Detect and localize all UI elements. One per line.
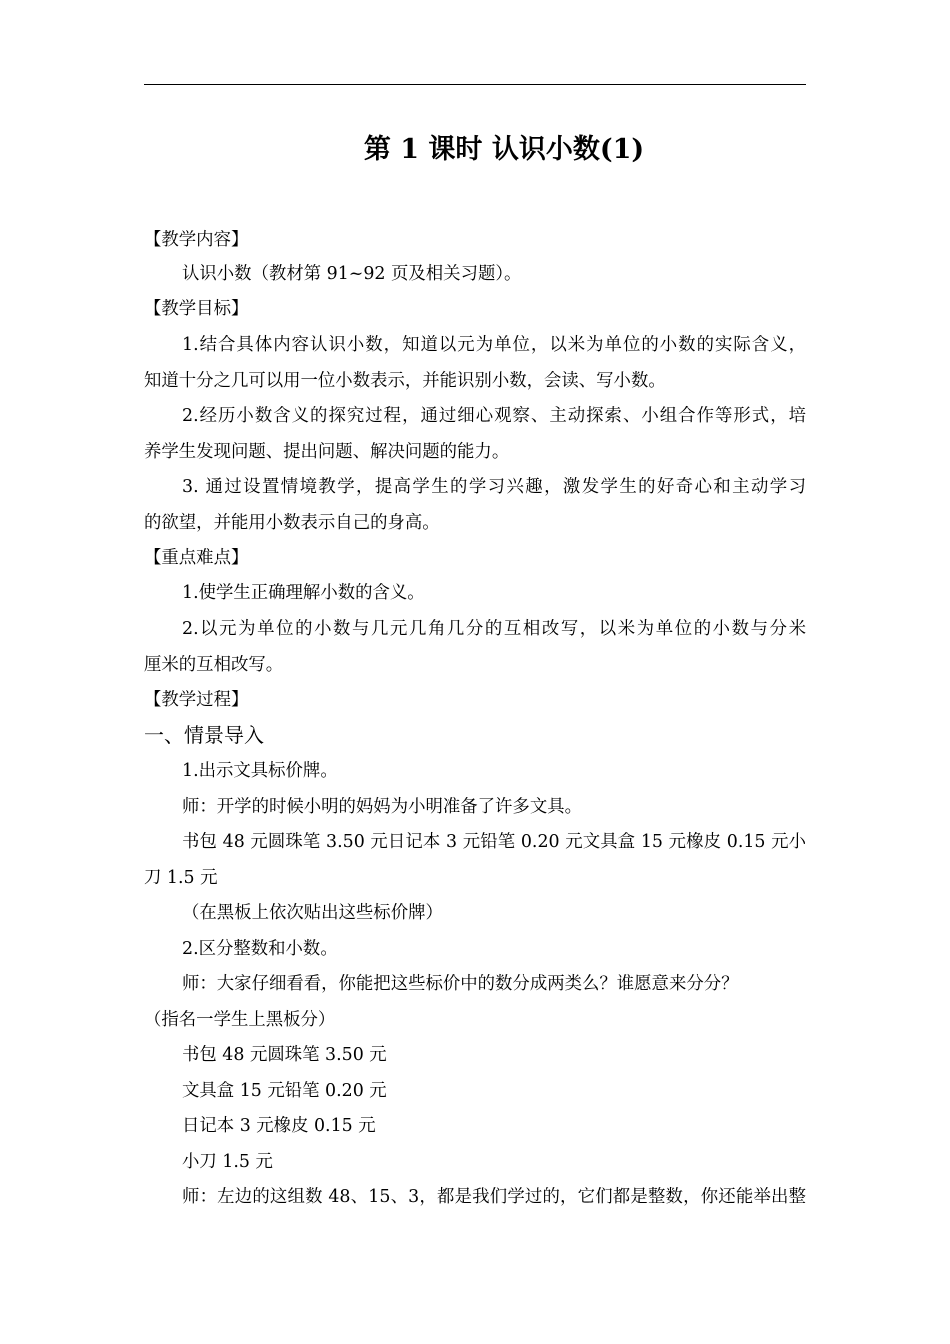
text-line: （在黑板上依次贴出这些标价牌） (182, 903, 443, 923)
text-line: 师：开学的时候小明的妈妈为小明准备了许多文具。 (182, 797, 582, 817)
text-line: 小刀 1.5 元 (182, 1152, 273, 1172)
text-line: 的欲望，并能用小数表示自己的身高。 (144, 513, 440, 533)
text-line: 书包 48 元圆珠笔 3.50 元 (182, 1045, 387, 1065)
text-line: 书包 48 元圆珠笔 3.50 元日记本 3 元铅笔 0.20 元文具盒 15 元橡皮 0.15 元小 (182, 832, 806, 852)
text-line: 认识小数（教材第 91~92 页及相关习题）。 (182, 264, 522, 284)
text-line: 【重点难点】 (144, 548, 249, 568)
text-line: 知道十分之几可以用一位小数表示，并能识别小数，会读、写小数。 (144, 371, 666, 391)
header-rule (144, 84, 806, 85)
text-line: 2.区分整数和小数。 (182, 939, 338, 959)
text-line: 【教学目标】 (144, 299, 249, 319)
text-line: 【教学过程】 (144, 690, 249, 710)
text-line: 1.出示文具标价牌。 (182, 761, 338, 781)
text-line: 1.结合具体内容认识小数，知道以元为单位，以米为单位的小数的实际含义， (182, 335, 806, 355)
text-line: 师：大家仔细看看，你能把这些标价中的数分成两类么？谁愿意来分分？ (182, 974, 739, 994)
text-line: 2.经历小数含义的探究过程，通过细心观察、主动探索、小组合作等形式，培 (182, 406, 806, 426)
text-line: 3. 通过设置情境教学，提高学生的学习兴趣，激发学生的好奇心和主动学习 (182, 477, 806, 497)
text-line: 师：左边的这组数 48、15、3，都是我们学过的，它们都是整数，你还能举出整 (182, 1187, 806, 1207)
text-line: 厘米的互相改写。 (144, 655, 284, 675)
text-line: 文具盒 15 元铅笔 0.20 元 (182, 1081, 387, 1101)
text-line: 2.以元为单位的小数与几元几角几分的互相改写，以米为单位的小数与分米 (182, 619, 806, 639)
text-line: 1.使学生正确理解小数的含义。 (182, 583, 425, 603)
text-line: 养学生发现问题、提出问题、解决问题的能力。 (144, 442, 510, 462)
text-line: 【教学内容】 (144, 230, 249, 250)
text-line: 刀 1.5 元 (144, 868, 218, 888)
text-line: （指名一学生上黑板分） (144, 1010, 336, 1030)
text-line: 日记本 3 元橡皮 0.15 元 (182, 1116, 376, 1136)
section-heading: 一、情景导入 (144, 723, 264, 747)
page-title: 第 1 课时 认识小数(1) (363, 134, 645, 165)
